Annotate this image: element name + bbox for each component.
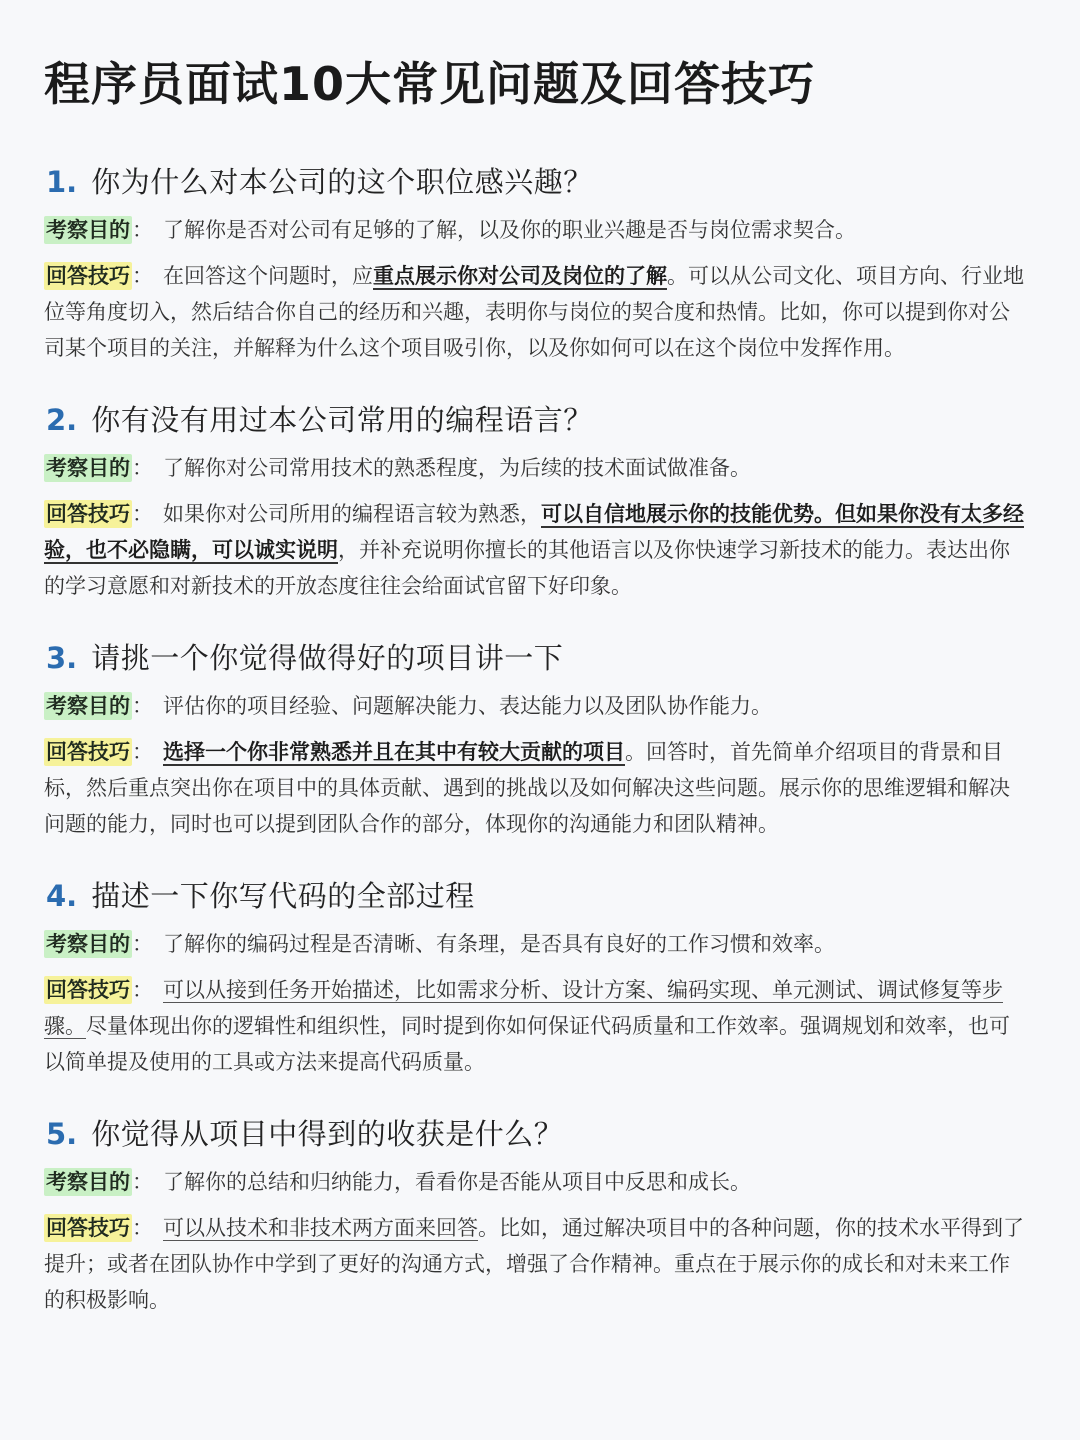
- tip-text-post: 尽量体现出你的逻辑性和组织性，同时提到你如何保证代码质量和工作效率。强调规划和效率，也可以简单提及使用的工具或方法来提高代码质量。: [44, 1014, 1010, 1074]
- question-text: 你为什么对本公司的这个职位感兴趣？: [91, 165, 593, 199]
- colon: ：: [132, 218, 153, 242]
- question-text: 描述一下你写代码的全部过程: [91, 879, 475, 913]
- tip-text-post: 。可以从公司文化、项目方向、行业地位等角度切入，然后结合你自己的经历和兴趣，表明你与岗位的契合度和热情。比如，你可以提到你对公司某个项目的关注，并解释为什么这个项目吸引你，以及你如何可以在这个岗位中发挥作用。: [44, 264, 1024, 360]
- question-title: [44, 158, 1028, 206]
- tip-label: 回答技巧: [46, 1216, 130, 1240]
- question-text: 请挑一个你觉得做得好的项目讲一下: [91, 641, 564, 675]
- page-title: 程序员面试10大常见问题及回答技巧: [44, 57, 816, 111]
- question-number: 5.: [46, 1117, 78, 1151]
- question-text: 你觉得从项目中得到的收获是什么？: [91, 1117, 564, 1151]
- colon: ：: [132, 456, 153, 480]
- tip-paragraph: [44, 258, 1028, 366]
- question-section-5: [44, 1110, 1028, 1318]
- purpose-text: 了解你的总结和归纳能力，看看你是否能从项目中反思和成长。: [163, 1170, 751, 1194]
- tip-label: 回答技巧: [46, 740, 130, 764]
- colon: ：: [132, 978, 153, 1002]
- tip-text-pre: 在回答这个问题时，应: [163, 264, 373, 288]
- tip-text-pre: 如果你对公司所用的编程语言较为熟悉，: [163, 502, 541, 526]
- tip-paragraph: [44, 972, 1028, 1080]
- tip-highlight: 重点展示你对公司及岗位的了解: [373, 264, 667, 288]
- question-section-3: [44, 634, 1028, 842]
- tip-paragraph: [44, 496, 1028, 604]
- question-text: 你有没有用过本公司常用的编程语言？: [91, 403, 593, 437]
- tip-paragraph: [44, 1210, 1028, 1318]
- question-title: [44, 634, 1028, 682]
- question-title: [44, 396, 1028, 444]
- purpose-paragraph: [44, 688, 1028, 724]
- purpose-text: 了解你对公司常用技术的熟悉程度，为后续的技术面试做准备。: [163, 456, 751, 480]
- colon: ：: [132, 740, 153, 764]
- purpose-text: 了解你的编码过程是否清晰、有条理，是否具有良好的工作习惯和效率。: [163, 932, 835, 956]
- tip-underlined: 可以从接到任务开始描述，比如需求分析、设计方案、编码实现、单元测试、调试修复等步骤。: [44, 978, 1003, 1038]
- tip-underlined: 可以从技术和非技术两方面来回答: [163, 1216, 478, 1240]
- tip-label: 回答技巧: [46, 978, 130, 1002]
- question-number: 3.: [46, 641, 78, 675]
- colon: ：: [132, 1216, 153, 1240]
- question-number: 2.: [46, 403, 78, 437]
- purpose-text: 了解你是否对公司有足够的了解，以及你的职业兴趣是否与岗位需求契合。: [163, 218, 856, 242]
- question-number: 4.: [46, 879, 78, 913]
- question-number: 1.: [46, 165, 78, 199]
- question-title: [44, 872, 1028, 920]
- purpose-text: 评估你的项目经验、问题解决能力、表达能力以及团队协作能力。: [163, 694, 772, 718]
- question-title: [44, 1110, 1028, 1158]
- purpose-label: 考察目的: [46, 694, 130, 718]
- question-section-4: [44, 872, 1028, 1080]
- tip-text-post: ，并补充说明你擅长的其他语言以及你快速学习新技术的能力。表达出你的学习意愿和对新技术的开放态度往往会给面试官留下好印象。: [44, 538, 1010, 598]
- colon: ：: [132, 932, 153, 956]
- tip-label: 回答技巧: [46, 502, 130, 526]
- tip-highlight: 可以自信地展示你的技能优势。但如果你没有太多经验，也不必隐瞒，可以诚实说明: [44, 502, 1024, 562]
- purpose-paragraph: [44, 1164, 1028, 1200]
- purpose-label: 考察目的: [46, 456, 130, 480]
- colon: ：: [132, 502, 153, 526]
- question-section-1: [44, 158, 1028, 366]
- tip-highlight: 选择一个你非常熟悉并且在其中有较大贡献的项目: [163, 740, 625, 764]
- purpose-paragraph: [44, 926, 1028, 962]
- colon: ：: [132, 1170, 153, 1194]
- purpose-label: 考察目的: [46, 932, 130, 956]
- colon: ：: [132, 694, 153, 718]
- purpose-label: 考察目的: [46, 1170, 130, 1194]
- tip-paragraph: [44, 734, 1028, 842]
- purpose-paragraph: [44, 212, 1028, 248]
- colon: ：: [132, 264, 153, 288]
- purpose-label: 考察目的: [46, 218, 130, 242]
- question-section-2: [44, 396, 1028, 604]
- purpose-paragraph: [44, 450, 1028, 486]
- tip-text-post: 。回答时，首先简单介绍项目的背景和目标，然后重点突出你在项目中的具体贡献、遇到的挑战以及如何解决这些问题。展示你的思维逻辑和解决问题的能力，同时也可以提到团队合作的部分，体现你的沟通能力和团队精神。: [44, 740, 1010, 836]
- tip-label: 回答技巧: [46, 264, 130, 288]
- tip-text-post: 。比如，通过解决项目中的各种问题，你的技术水平得到了提升；或者在团队协作中学到了更好的沟通方式，增强了合作精神。重点在于展示你的成长和对未来工作的积极影响。: [44, 1216, 1024, 1312]
